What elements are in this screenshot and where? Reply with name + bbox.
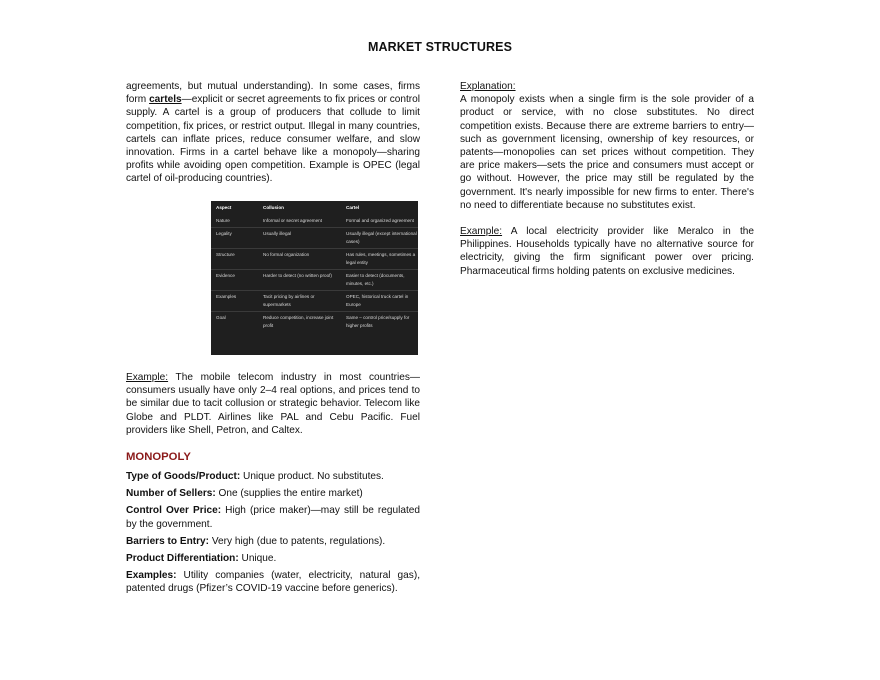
item-label: Number of Sellers: [126,488,216,500]
comparison-table [211,201,418,332]
item-text: High (price maker)—may still be regulated by the government. [126,505,420,530]
monopoly-heading: MONOPOLY [126,451,191,463]
table-cell: Easier to detect (documents, minutes, etc.) [346,273,405,286]
explanation-text: A monopoly exists when a single firm is the sole provider of a product or service, with no close substitutes. No direct competition exists. Because there are extreme barriers to entry—such as government licensing, ownership of key resources, or patents—monopolies can set prices without competition. They are price makers—sets the price and consumers must accept or go without. However, the price may still be regulated by the government. It's nearly impossible for new firms to enter. There's no need to differentiate because no substitutes exist. [460,94,754,211]
monopoly-characteristics [126,470,420,600]
collusion-cartel-table [211,201,418,355]
table-cell: Nature [216,218,230,223]
cartels-term: cartels [149,94,182,106]
cartel-intro-paragraph [126,80,420,186]
right-column [460,80,754,278]
table-cell: Reduce competition, increase joint profit [263,315,334,328]
example-text: A local electricity provider like Meralco in the Philippines. Households typically have no alternative source for electricity, giving the firm significant power over pricing. Pharmaceutical firms holding patents on exclusive medicines. [460,226,754,277]
table-cell: Evidence [216,273,235,278]
table-row [211,291,418,312]
table-cell: Examples [216,294,237,299]
table-cell: No formal organization [263,252,310,257]
table-row [211,228,418,249]
table-cell: Structure [216,252,235,257]
list-item [126,470,420,483]
table-cell: Tacit pricing by airlines or supermarkets [263,294,315,307]
table-cell: Harder to detect (no written proof) [263,273,332,278]
item-label: Barriers to Entry: [126,535,210,547]
list-item [126,569,420,595]
item-text: One (supplies the entire market) [215,488,363,500]
item-label: Product Differentiation: [126,553,239,565]
item-label: Examples: [126,570,177,582]
table-row [211,249,418,270]
list-item [126,504,420,530]
table-cell: Goal [216,315,226,320]
left-column [126,80,420,186]
table-row [211,312,418,333]
item-text: Unique. [238,553,277,565]
intro-text-1: agreements, but mutual understanding). In some cases, firms form [126,81,420,106]
example-text: The mobile telecom industry in most countries—consumers usually have only 2–4 real options, and prices tend to be similar due to tacit collusion or strategic behavior. Telecom like Globe and PLDT. Airlines like PAL and Cebu Pacific. Fuel providers like Shell, Petron, and Caltex. [126,372,420,436]
header-collusion: Collusion [263,205,284,210]
explanation-label: Explanation: [460,81,516,92]
item-label: Type of Goods/Product: [126,471,241,482]
monopoly-example-paragraph [460,225,754,278]
item-text: Very high (due to patents, regulations). [209,535,386,547]
table-header-row [211,201,418,215]
header-cartel: Cartel [346,205,360,210]
table-cell: Usually illegal [263,231,292,236]
table-cell: Same – control price/supply for higher profits [346,315,410,328]
item-label: Control Over Price: [126,505,222,517]
table-cell: Usually illegal (except international cases) [346,231,417,244]
list-item [126,487,420,500]
item-text: Utility companies (water, electricity, natural gas), patented drugs (Pfizer’s COVID-19 vaccine before generics). [126,570,420,595]
example-label: Example: [126,372,169,383]
table-cell: OPEC, historical truck cartel in Europe [346,294,409,307]
table-row [211,270,418,291]
item-text: Unique product. No substitutes. [240,471,384,482]
list-item [126,552,420,565]
table-cell: Informal or secret agreement [263,218,322,223]
intro-text-2: —explicit or secret agreements to fix prices or control supply. A cartel is a group of producers that collude to limit competition, fix prices, or restrict output. Illegal in many countries, cartels can inflate prices, reduce consumer welfare, and slow innovation. Firms in a cartel behave like a monopoly—sharing profits while avoiding open competition. Example is OPEC (legal cartel of oil-producing countries). [126,94,420,185]
example-label: Example: [460,226,503,238]
page-title: MARKET STRUCTURES [367,40,513,54]
header-aspect: Aspect [216,205,232,210]
table-cell: Legality [216,231,232,236]
oligopoly-example-paragraph [126,371,420,437]
table-row [211,215,418,228]
list-item [126,535,420,548]
table-cell: Formal and organized agreement [346,218,414,223]
table-cell: Has rules, meetings, sometimes a legal entity [346,252,416,265]
